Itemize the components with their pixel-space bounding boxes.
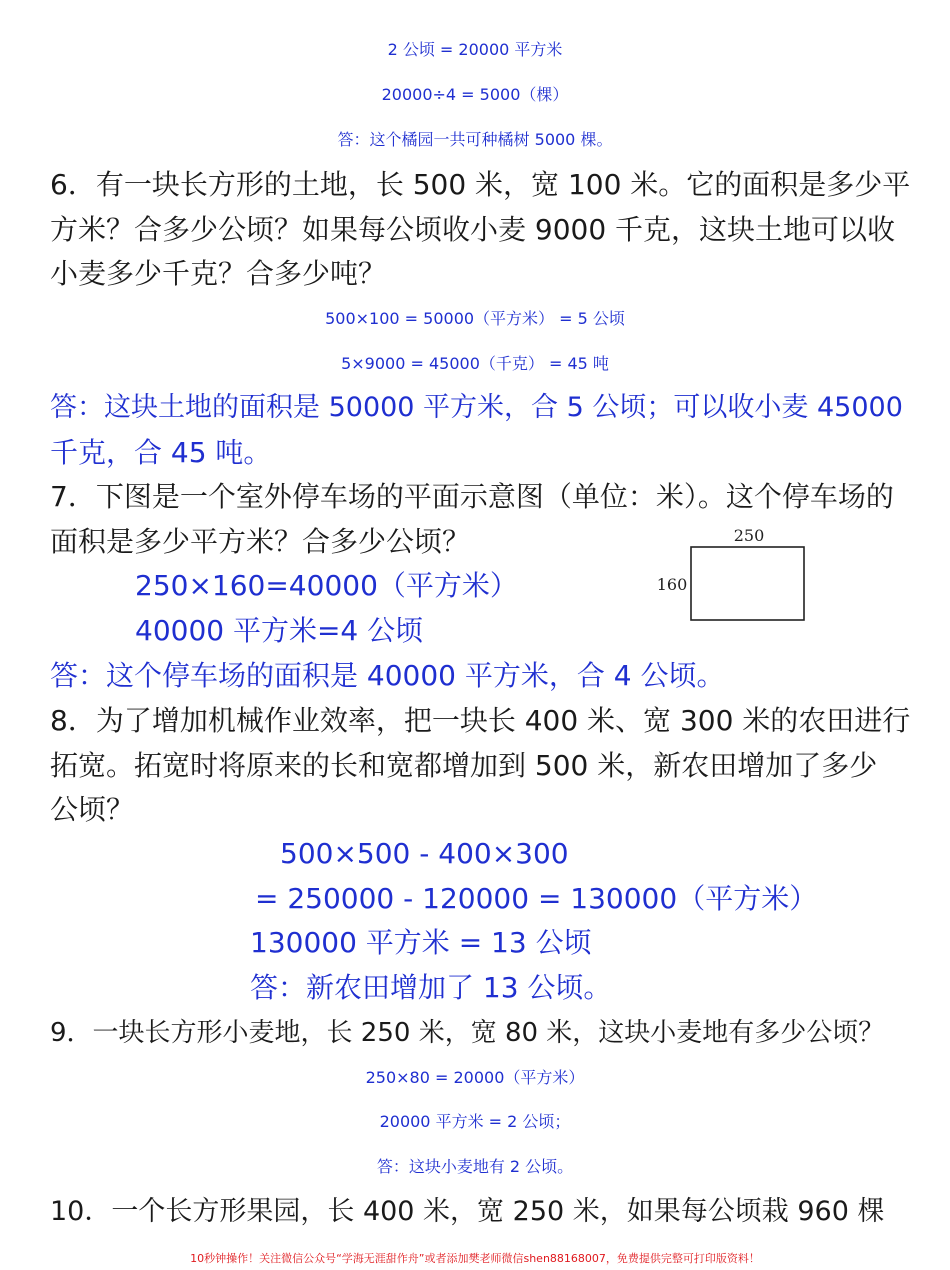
answer-6-line-2: 千克，合 45 吨。 xyxy=(50,436,272,469)
solution-9-line-1: 250×80 = 20000（平方米） xyxy=(365,1068,585,1087)
diagram-top-label: 250 xyxy=(733,526,765,545)
question-9: 9．一块长方形小麦地，长 250 米，宽 80 米，这块小麦地有多少公顷？ xyxy=(50,1018,885,1048)
solution-7-line-2: 40000 平方米=4 公顷 xyxy=(135,614,424,647)
question-8-line-1: 8．为了增加机械作业效率，把一块长 400 米、宽 300 米的农田进行 xyxy=(50,704,911,737)
question-6-line-1: 6．有一块长方形的土地，长 500 米，宽 100 米。它的面积是多少平 xyxy=(50,168,911,201)
solution-7-line-1: 250×160=40000（平方米） xyxy=(135,569,518,602)
question-10: 10．一个长方形果园，长 400 米，宽 250 米，如果每公顷栽 960 棵 xyxy=(50,1196,885,1227)
diagram-side-label: 160 xyxy=(656,575,688,594)
solution-9-line-2: 20000 平方米 = 2 公顷； xyxy=(379,1112,571,1131)
answer-8: 答：新农田增加了 13 公顷。 xyxy=(250,971,612,1004)
answer-line: 答：这个橘园一共可种橘树 5000 棵。 xyxy=(337,130,613,149)
answer-9: 答：这块小麦地有 2 公顷。 xyxy=(376,1157,574,1176)
question-8-line-2: 拓宽。拓宽时将原来的长和宽都增加到 500 米，新农田增加了多少 xyxy=(50,749,878,782)
solution-8-line-1: 500×500 - 400×300 xyxy=(280,837,569,870)
parking-lot-diagram xyxy=(640,522,830,632)
solution-8-line-2: = 250000 - 120000 = 130000（平方米） xyxy=(255,882,818,915)
diagram-rectangle xyxy=(691,547,804,620)
question-7-line-2: 面积是多少平方米？合多少公顷？ xyxy=(50,525,471,558)
answer-7: 答：这个停车场的面积是 40000 平方米，合 4 公顷。 xyxy=(50,659,725,692)
footer-promo: 10秒钟操作！关注微信公众号“学海无涯甜作舟”或者添加樊老师微信shen88168007，免费提供完整可打印版资料！ xyxy=(190,1252,760,1265)
rectangle-figure xyxy=(640,522,830,632)
solution-line: 20000÷4 = 5000（棵） xyxy=(381,85,569,104)
solution-6-line-1: 500×100 = 50000（平方米） = 5 公顷 xyxy=(325,309,625,328)
question-8-line-3: 公顷？ xyxy=(50,793,135,826)
answer-6-line-1: 答：这块土地的面积是 50000 平方米，合 5 公顷；可以收小麦 45000 xyxy=(50,392,903,423)
solution-line: 2 公顷 = 20000 平方米 xyxy=(387,40,563,59)
question-7-line-1: 7．下图是一个室外停车场的平面示意图（单位：米）。这个停车场的 xyxy=(50,480,894,513)
solution-8-line-3: 130000 平方米 = 13 公顷 xyxy=(250,926,592,959)
question-6-line-2: 方米？合多少公顷？如果每公顷收小麦 9000 千克，这块土地可以收 xyxy=(50,213,896,246)
solution-6-line-2: 5×9000 = 45000（千克） = 45 吨 xyxy=(341,354,609,373)
question-6-line-3: 小麦多少千克？合多少吨？ xyxy=(50,257,387,290)
